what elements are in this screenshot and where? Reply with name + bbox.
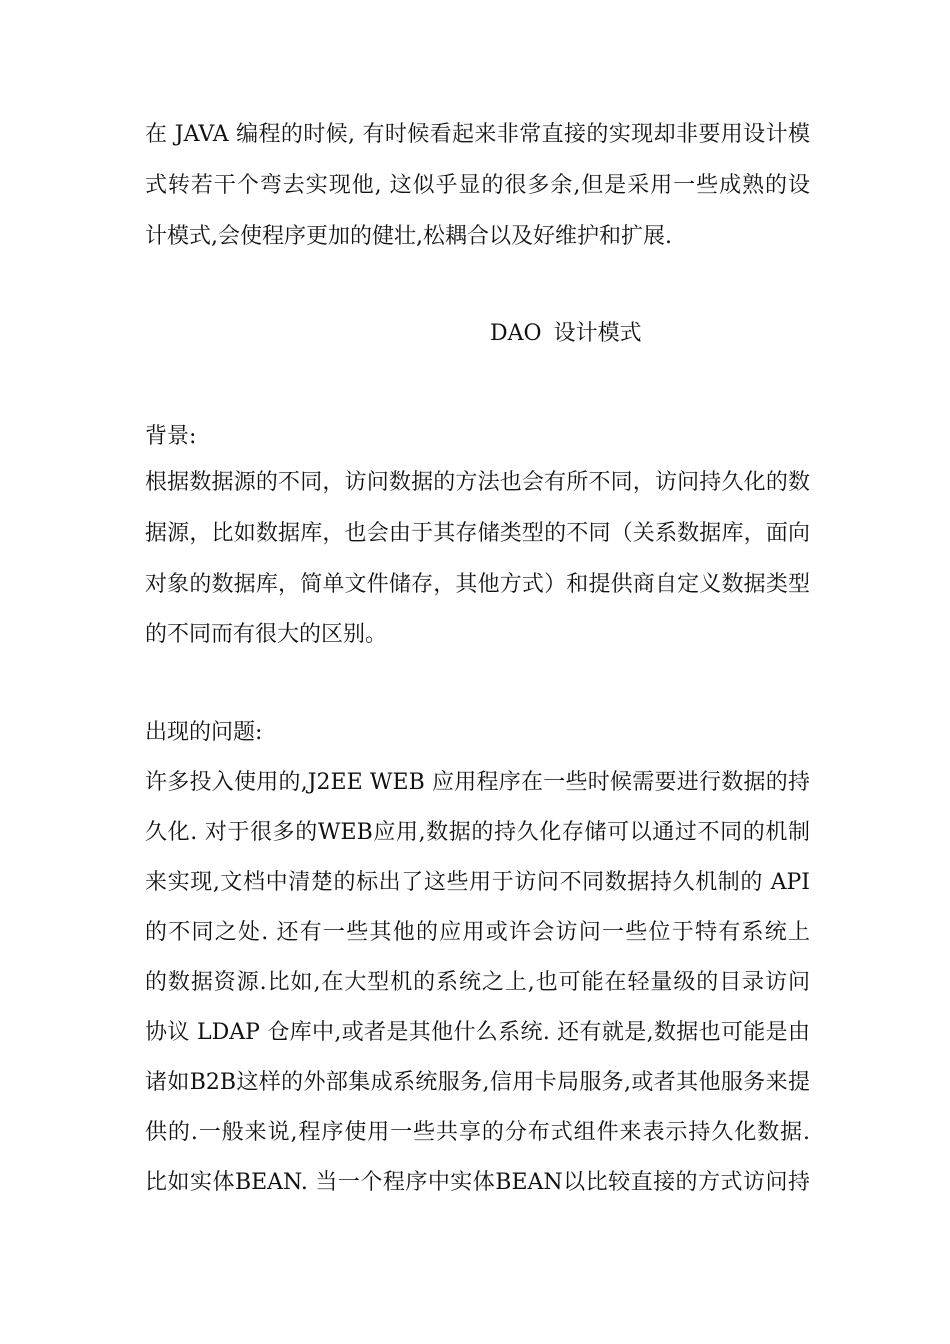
background-heading: 背景: — [145, 424, 197, 449]
problem-line-6: 协议 LDAP 仓库中,或者是其他什么系统. 还有就是,数据也可能是由 — [145, 1020, 810, 1045]
problem-line-7: 诸如B2B这样的外部集成系统服务,信用卡局服务,或者其他服务来提 — [145, 1070, 810, 1095]
problem-line-2: 久化. 对于很多的WEB应用,数据的持久化存储可以通过不同的机制 — [145, 820, 810, 845]
intro-line-3: 计模式,会使程序更加的健壮,松耦合以及好维护和扩展. — [145, 224, 672, 249]
problem-heading: 出现的问题: — [145, 720, 263, 745]
title-text: 设计模式 — [553, 321, 642, 346]
intro-line-1: 在 JAVA 编程的时候, 有时候看起来非常直接的实现却非要用设计模 — [145, 122, 810, 147]
background-line-1: 根据数据源的不同，访问数据的方法也会有所不同，访问持久化的数 — [145, 470, 810, 495]
problem-line-9: 比如实体BEAN. 当一个程序中实体BEAN以比较直接的方式访问持 — [145, 1170, 810, 1195]
intro-line-2: 式转若干个弯去实现他, 这似乎显的很多余,但是采用一些成熟的设 — [145, 173, 810, 198]
problem-line-1: 许多投入使用的,J2EE WEB 应用程序在一些时候需要进行数据的持 — [145, 770, 810, 795]
background-line-4: 的不同而有很大的区别。 — [145, 622, 388, 647]
section-title — [490, 319, 690, 349]
title-abbr: DAO — [490, 321, 542, 346]
problem-line-5: 的数据资源.比如,在大型机的系统之上,也可能在轻量级的目录访问 — [145, 970, 810, 995]
problem-line-3: 来实现,文档中清楚的标出了这些用于访问不同数据持久机制的 API — [145, 870, 810, 895]
problem-line-8: 供的.一般来说,程序使用一些共享的分布式组件来表示持久化数据. — [145, 1120, 810, 1145]
background-line-3: 对象的数据库，简单文件储存，其他方式）和提供商自定义数据类型 — [145, 572, 810, 597]
problem-line-4: 的不同之处. 还有一些其他的应用或许会访问一些位于特有系统上 — [145, 920, 810, 945]
background-line-2: 据源，比如数据库，也会由于其存储类型的不同（关系数据库，面向 — [145, 521, 810, 546]
